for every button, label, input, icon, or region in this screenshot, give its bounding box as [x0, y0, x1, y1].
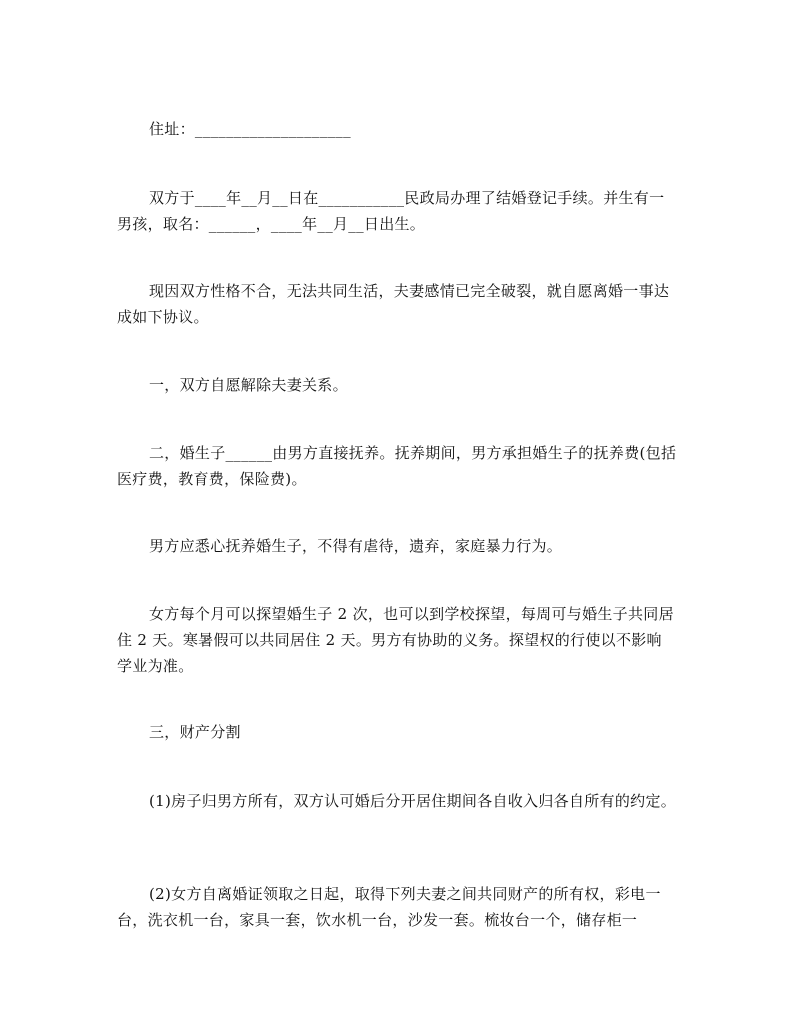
clause-two-custody: 二，婚生子______由男方直接抚养。抚养期间，男方承担婚生子的抚养费(包括医疗费，教育费，保险费)。 [117, 444, 677, 488]
clause-three-property: 三，财产分割 [149, 723, 241, 741]
property-item-2: (2)女方自离婚证领取之日起，取得下列夫妻之间共同财产的所有权，彩电一台，洗衣机一台，家具一套，饮水机一台，沙发一套。梳妆台一个，储存柜一 [117, 885, 661, 929]
father-duty-paragraph: 男方应悉心抚养婚生子，不得有虐待，遗弃，家庭暴力行为。 [149, 537, 563, 555]
divorce-reason-paragraph: 现因双方性格不合，无法共同生活，夫妻感情已完全破裂，就自愿离婚一事达成如下协议。 [117, 282, 670, 326]
visitation-paragraph: 女方每个月可以探望婚生子 2 次，也可以到学校探望，每周可与婚生子共同居住 2 天。寒暑假可以共同居住 2 天。男方有协助的义务。探望权的行使以不影响学业为准。 [117, 605, 674, 675]
marriage-registration-paragraph: 双方于____年__月__日在___________民政局办理了结婚登记手续。并生有一男孩，取名：______，____年__月__日出生。 [117, 189, 665, 233]
property-item-1: (1)房子归男方所有，双方认可婚后分开居住期间各自收入归各自所有的约定。 [149, 792, 677, 810]
clause-one: 一，双方自愿解除夫妻关系。 [149, 376, 348, 394]
address-line: 住址：____________________ [149, 120, 351, 138]
